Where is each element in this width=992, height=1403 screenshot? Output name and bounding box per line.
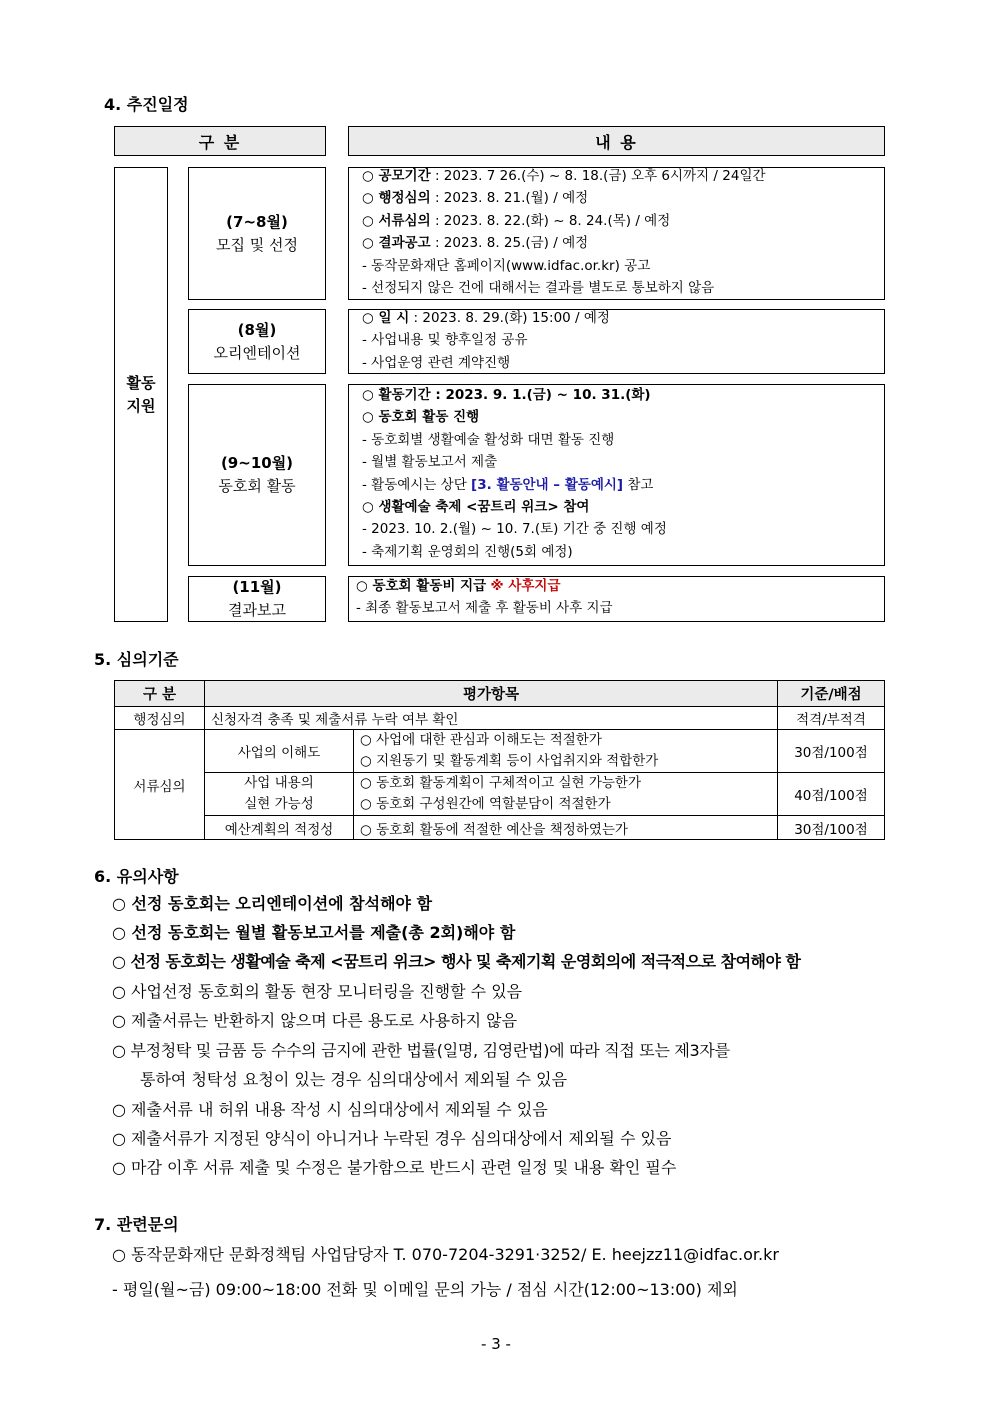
schedule-line-bold: ○ 일 시 [362, 310, 410, 326]
schedule-header-category: 구 분 [114, 126, 326, 156]
document-review-label: 서류심의 [115, 730, 205, 840]
schedule-line-bold: ○ 생활예술 축제 <꿈트리 위크> 참여 [362, 499, 590, 515]
note-1: ○ 선정 동호회는 오리엔테이션에 참석해야 함 [112, 894, 433, 913]
criterion-item: ○ 동호회 활동계획이 구체적이고 실현 가능한가 [360, 775, 642, 791]
schedule-line [356, 597, 613, 619]
criterion-feasibility-items [354, 773, 778, 816]
schedule-line [362, 232, 588, 254]
schedule-line [362, 384, 651, 406]
criterion-feasibility-score: 40점/100점 [778, 773, 885, 816]
schedule-line-text: : 2023. 8. 22.(화) ~ 8. 24.(목) / 예정 [430, 212, 671, 229]
schedule-line-text: - 동작문화재단 홈페이지(www.idfac.or.kr) 공고 [362, 257, 651, 274]
criterion-budget-score: 30점/100점 [778, 816, 885, 840]
contact-hours: - 평일(월~금) 09:00~18:00 전화 및 이메일 문의 가능 / 점심 시간(12:00~13:00) 제외 [112, 1280, 738, 1299]
schedule-line-bold: ○ 서류심의 [362, 212, 431, 229]
note-5: ○ 제출서류는 반환하지 않으며 다른 용도로 사용하지 않음 [112, 1011, 518, 1030]
schedule-line [362, 429, 614, 451]
criteria-header-item: 평가항목 [205, 681, 778, 707]
criterion-item: ○ 동호회 활동에 적절한 예산을 책정하였는가 [354, 816, 778, 840]
schedule-line-text: - 사업내용 및 향후일정 공유 [362, 332, 528, 349]
schedule-line-text: : 2023. 8. 21.(월) / 예정 [430, 190, 589, 207]
admin-review-label: 행정심의 [115, 707, 205, 730]
schedule-row-orientation-label [188, 309, 326, 374]
section-7-title: 7. 관련문의 [94, 1215, 179, 1234]
schedule-line [362, 518, 667, 540]
schedule-line-text: - 선정되지 않은 건에 대해서는 결과를 별도로 통보하지 않음 [362, 280, 715, 296]
criterion-understanding-items [354, 730, 778, 773]
criterion-item: ○ 동호회 구성원간에 역할분담이 적절한가 [360, 796, 611, 812]
criterion-name-line: 사업 내용의 [244, 775, 314, 791]
phase-name: 동호회 활동 [218, 477, 296, 495]
admin-review-score: 적격/부적격 [778, 707, 885, 730]
schedule-line-text: 참고 [623, 476, 654, 493]
note-8: ○ 제출서류가 지정된 양식이 아니거나 누락된 경우 심의대상에서 제외될 수 있음 [112, 1129, 672, 1148]
schedule-row-report-label [188, 576, 326, 622]
side-label-line2: 지원 [126, 396, 156, 415]
schedule-line-bold: ○ 동호회 활동 진행 [362, 409, 480, 426]
schedule-line-text: : 2023. 8. 29.(화) 15:00 / 예정 [409, 310, 610, 326]
schedule-header-content: 내 용 [348, 126, 885, 156]
section-4-title: 4. 추진일정 [104, 95, 189, 114]
criterion-item: ○ 지원동기 및 활동계획 등이 사업취지와 적합한가 [360, 753, 659, 769]
schedule-line-text: - 활동예시는 상단 [362, 476, 472, 493]
schedule-line [356, 575, 561, 597]
note-6: ○ 부정청탁 및 금품 등 수수의 금지에 관한 법률(일명, 김영란법)에 따라 직접 또는 제3자를 [112, 1041, 730, 1060]
schedule-line-text: - 축제기획 운영회의 진행(5회 예정) [362, 543, 573, 560]
schedule-line-text: - 최종 활동보고서 제출 후 활동비 사후 지급 [356, 600, 613, 617]
schedule-line [362, 277, 714, 299]
period-label: (7~8월) [226, 212, 288, 231]
schedule-line-text: - 2023. 10. 2.(월) ~ 10. 7.(토) 기간 중 진행 예정 [362, 521, 667, 538]
schedule-line [362, 187, 588, 209]
schedule-line [362, 307, 610, 329]
note-7: ○ 제출서류 내 허위 내용 작성 시 심의대상에서 제외될 수 있음 [112, 1100, 548, 1119]
schedule-line [362, 210, 670, 232]
note-6-cont: 통하여 청탁성 요청이 있는 경우 심의대상에서 제외될 수 있음 [140, 1070, 568, 1089]
side-label-line1: 활동 [126, 373, 156, 392]
note-2: ○ 선정 동호회는 월별 활동보고서를 제출(총 2회)해야 함 [112, 923, 516, 942]
period-label: (8월) [237, 320, 277, 339]
schedule-line-bold: ○ 행정심의 [362, 190, 431, 207]
schedule-line [362, 406, 479, 428]
schedule-line-bold: ○ 활동기간 : 2023. 9. 1.(금) ~ 10. 31.(화) [362, 387, 651, 403]
criterion-feasibility [205, 773, 354, 816]
period-label: (9~10월) [220, 454, 294, 472]
schedule-line-text: : 2023. 8. 25.(금) / 예정 [430, 235, 589, 252]
section-6-title: 6. 유의사항 [94, 867, 179, 886]
schedule-line [362, 329, 528, 351]
schedule-line-bold: ○ 공모기간 [362, 168, 431, 184]
phase-name: 결과보고 [228, 601, 286, 619]
period-label: (11월) [232, 578, 282, 596]
criteria-header-score: 기준/배점 [778, 681, 885, 707]
phase-name: 오리엔테이션 [213, 343, 301, 362]
note-9: ○ 마감 이후 서류 제출 및 수정은 불가함으로 반드시 관련 일정 및 내용 확인 필수 [112, 1158, 677, 1177]
schedule-line [362, 474, 653, 496]
schedule-side-label [114, 167, 168, 622]
schedule-line [362, 165, 766, 187]
schedule-line-text: - 사업운영 관련 계약진행 [362, 354, 511, 371]
criterion-understanding-score: 30점/100점 [778, 730, 885, 773]
schedule-line-notice: ※ 사후지급 [490, 578, 561, 594]
schedule-row-activity-label [188, 384, 326, 566]
schedule-line [362, 541, 573, 563]
phase-name: 모집 및 선정 [216, 235, 298, 254]
criterion-name-line: 실현 가능성 [244, 796, 314, 812]
page-number: - 3 - [481, 1335, 511, 1353]
section-5-title: 5. 심의기준 [94, 650, 179, 669]
criterion-understanding: 사업의 이해도 [205, 730, 354, 773]
note-3: ○ 선정 동호회는 생활예술 축제 <꿈트리 위크> 행사 및 축제기획 운영회의에 적극적으로 참여해야 함 [112, 952, 801, 971]
criteria-table [114, 680, 885, 840]
schedule-line-bold: ○ 결과공고 [362, 235, 431, 252]
note-4: ○ 사업선정 동호회의 활동 현장 모니터링을 진행할 수 있음 [112, 982, 523, 1001]
schedule-line [362, 451, 497, 473]
schedule-line-text: - 월별 활동보고서 제출 [362, 454, 498, 471]
schedule-line [362, 496, 589, 518]
criterion-budget: 예산계획의 적정성 [205, 816, 354, 840]
admin-review-item: 신청자격 충족 및 제출서류 누락 여부 확인 [205, 707, 778, 730]
schedule-line [362, 255, 650, 277]
schedule-line-text: - 동호회별 생활예술 활성화 대면 활동 진행 [362, 431, 615, 448]
criterion-item: ○ 사업에 대한 관심과 이해도는 적절한가 [360, 732, 602, 748]
contact-line: ○ 동작문화재단 문화정책팀 사업담당자 T. 070-7204-3291·3252/ E. heejzz11@idfac.or.kr [112, 1245, 779, 1264]
schedule-line [362, 352, 510, 374]
schedule-line-reference: [3. 활동안내 – 활동예시] [471, 476, 624, 493]
schedule-row-recruit-label [188, 167, 326, 300]
schedule-line-text: : 2023. 7 26.(수) ~ 8. 18.(금) 오후 6시까지 / 24일간 [430, 168, 766, 184]
schedule-line-bold: ○ 동호회 활동비 지급 [356, 578, 487, 594]
criteria-header-category: 구 분 [115, 681, 205, 707]
